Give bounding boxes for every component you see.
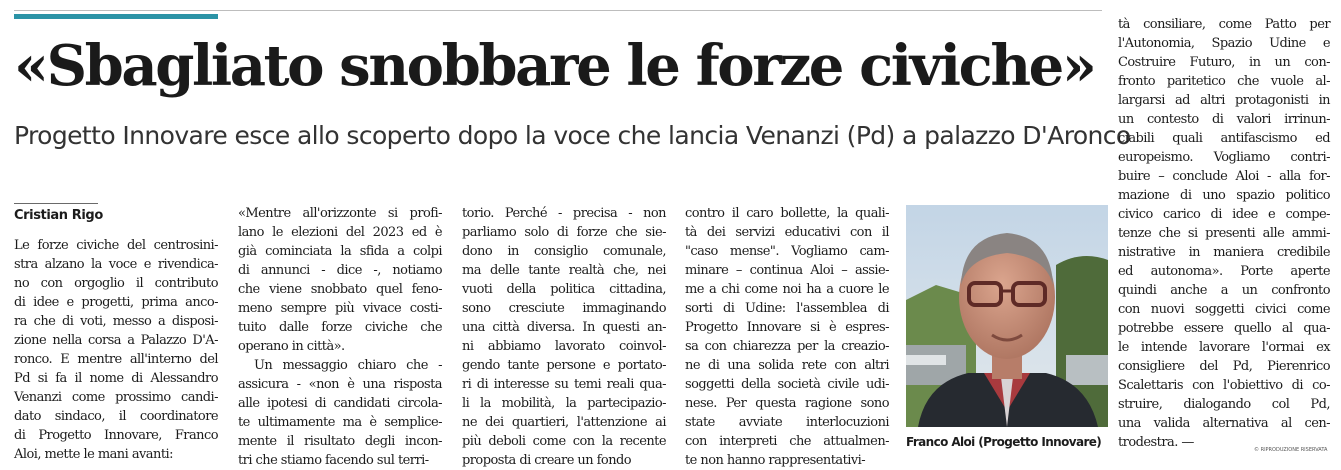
text-line: largarsi ad altri protagonisti in	[1118, 93, 1330, 108]
text-line: Pd si fa il nome di Alessandro	[14, 371, 218, 386]
copyright-credit: © RIPRODUZIONE RISERVATA	[1254, 447, 1328, 453]
text-line: tri che stiamo facendo sul terri-	[238, 453, 429, 468]
text-line: alle ipotesi di candidati circola-	[238, 396, 442, 411]
article-column-1	[14, 236, 218, 464]
text-line: già cominciata la sfida a colpi	[238, 244, 442, 259]
text-line: ni abbiamo lavorato coinvol-	[462, 339, 666, 354]
text-line: tà dei servizi educativi con il	[685, 225, 889, 240]
text-line: gendo tante persone e portato-	[462, 358, 666, 373]
text-line: ronco. E mentre all'interno del	[14, 352, 218, 367]
byline: Cristian Rigo	[14, 208, 103, 223]
text-line: li la mobilità, la partecipazio-	[462, 396, 666, 411]
text-line: che viene snobbato quel feno-	[238, 282, 442, 297]
text-line: "caso mense". Vogliamo cam-	[685, 244, 889, 259]
text-line: più deboli come con la recente	[462, 434, 666, 449]
text-line: proposta di creare un fondo	[462, 453, 632, 468]
text-line: «Mentre all'orizzonte si profi-	[238, 206, 442, 221]
text-line: Aloi, mette le mani avanti:	[14, 447, 173, 462]
text-line: Le forze civiche del centrosini-	[14, 238, 218, 253]
text-line: un contesto di valori irrinun-	[1118, 112, 1330, 127]
byline-rule	[14, 203, 98, 204]
text-line: una città diversa. In questi an-	[462, 320, 666, 335]
text-line: Un messaggio chiaro che -	[254, 358, 442, 373]
text-line: una valida alternativa al cen-	[1118, 416, 1330, 431]
text-line: consigliere del Pd, Pierenrico	[1118, 359, 1330, 374]
text-line: europeismo. Vogliamo contri-	[1118, 150, 1330, 165]
text-line: dato sindaco, il coordinatore	[14, 409, 218, 424]
text-line: di annunci - dice -, notiamo	[238, 263, 442, 278]
text-line: zione nella corsa a Palazzo D'A-	[14, 333, 218, 348]
text-line: ma delle tante realtà che, nei	[462, 263, 666, 278]
text-line: nese. Per questa ragione sono	[685, 396, 889, 411]
text-line: Costruire Futuro, in un con-	[1118, 55, 1330, 70]
text-line: Progetto Innovare si è espres-	[685, 320, 889, 335]
text-line: Scalettaris con l'obiettivo di co-	[1118, 378, 1330, 393]
text-line: ne dei quartieri, l'attenzione ai	[462, 415, 666, 430]
text-line: no con orgoglio il contributo	[14, 276, 218, 291]
text-line: parliamo solo di forze che sie-	[462, 225, 666, 240]
text-line: assicura - «non è una risposta	[238, 377, 442, 392]
text-line: tuito dalle forze civiche che	[238, 320, 442, 335]
text-line: lano le elezioni del 2023 ed è	[238, 225, 442, 240]
top-rule	[14, 10, 1102, 11]
text-line: meno sempre più vivace costi-	[238, 301, 442, 316]
text-line: sorti di Udine: l'assemblea di	[685, 301, 889, 316]
text-line: ciabili quali antifascismo ed	[1118, 131, 1330, 146]
text-line: torio. Perché - precisa - non	[462, 206, 666, 221]
text-line: con nuovi soggetti civici come	[1118, 302, 1330, 317]
text-line: le intende lavorare l'ormai ex	[1118, 340, 1330, 355]
article-column-5	[1118, 15, 1330, 452]
text-line: vuoti della politica cittadina,	[462, 282, 666, 297]
text-line: me a chi come noi ha a cuore le	[685, 282, 889, 297]
text-line: struire, dialogando col Pd,	[1118, 397, 1330, 412]
text-line: te non hanno rappresentativi-	[685, 453, 866, 468]
portrait-photo	[906, 205, 1108, 427]
article-column-2	[238, 204, 442, 470]
text-line: te ultimamente ma è semplice-	[238, 415, 442, 430]
text-line: potrebbe essere quello al qua-	[1118, 321, 1330, 336]
text-line: ri di interesse su temi reali qua-	[462, 377, 666, 392]
subtitle: Progetto Innovare esce allo scoperto dopo la voce che lancia Venanzi (Pd) a palazzo D'Aronco	[14, 121, 1131, 150]
article-column-3	[462, 204, 666, 470]
text-line: trodestra. —	[1118, 435, 1194, 450]
text-line: minare – continua Aloi – assie-	[685, 263, 889, 278]
text-line: state avviate interlocuzioni	[685, 415, 889, 430]
text-line: contro il caro bollette, la quali-	[685, 206, 889, 221]
text-line: mazione di uno spazio politico	[1118, 188, 1330, 203]
text-line: mente il risultato degli incon-	[238, 434, 442, 449]
text-line: con interpreti che attualmen-	[685, 434, 889, 449]
text-line: fronto paritetico che vuole al-	[1118, 74, 1330, 89]
portrait-illustration	[906, 205, 1108, 427]
text-line: l'Autonomia, Spazio Udine e	[1118, 36, 1330, 51]
text-line: nistrative in maniera credibile	[1118, 245, 1330, 260]
text-line: sa con chiarezza per la creazio-	[685, 339, 889, 354]
text-line: civico carico di idee e compe-	[1118, 207, 1330, 222]
text-line: di idee e progetti, prima anco-	[14, 295, 218, 310]
text-line: stra alzano la voce e rivendica-	[14, 257, 218, 272]
text-line: operano in città».	[238, 339, 345, 354]
text-line: dono in consiglio comunale,	[462, 244, 666, 259]
section-accent-bar	[14, 14, 218, 19]
text-line: ra che di voti, messo a disposi-	[14, 314, 218, 329]
article-column-4	[685, 204, 889, 470]
text-line: soggetti della società civile udi-	[685, 377, 889, 392]
text-line: ed autonoma». Porte aperte	[1118, 264, 1330, 279]
text-line: tà consiliare, come Patto per	[1118, 17, 1330, 32]
text-line: Venanzi come prossimo candi-	[14, 390, 218, 405]
text-line: ne di una solida rete con altri	[685, 358, 889, 373]
text-line: quindi anche a un confronto	[1118, 283, 1330, 298]
text-line: tenze che si presenti alle ammi-	[1118, 226, 1330, 241]
text-line: di Progetto Innovare, Franco	[14, 428, 218, 443]
text-line: buire – conclude Aloi - alla for-	[1118, 169, 1330, 184]
text-line: sono cresciute immaginando	[462, 301, 666, 316]
headline: «Sbagliato snobbare le forze civiche»	[14, 33, 1095, 99]
photo-caption: Franco Aloi (Progetto Innovare)	[906, 435, 1102, 449]
